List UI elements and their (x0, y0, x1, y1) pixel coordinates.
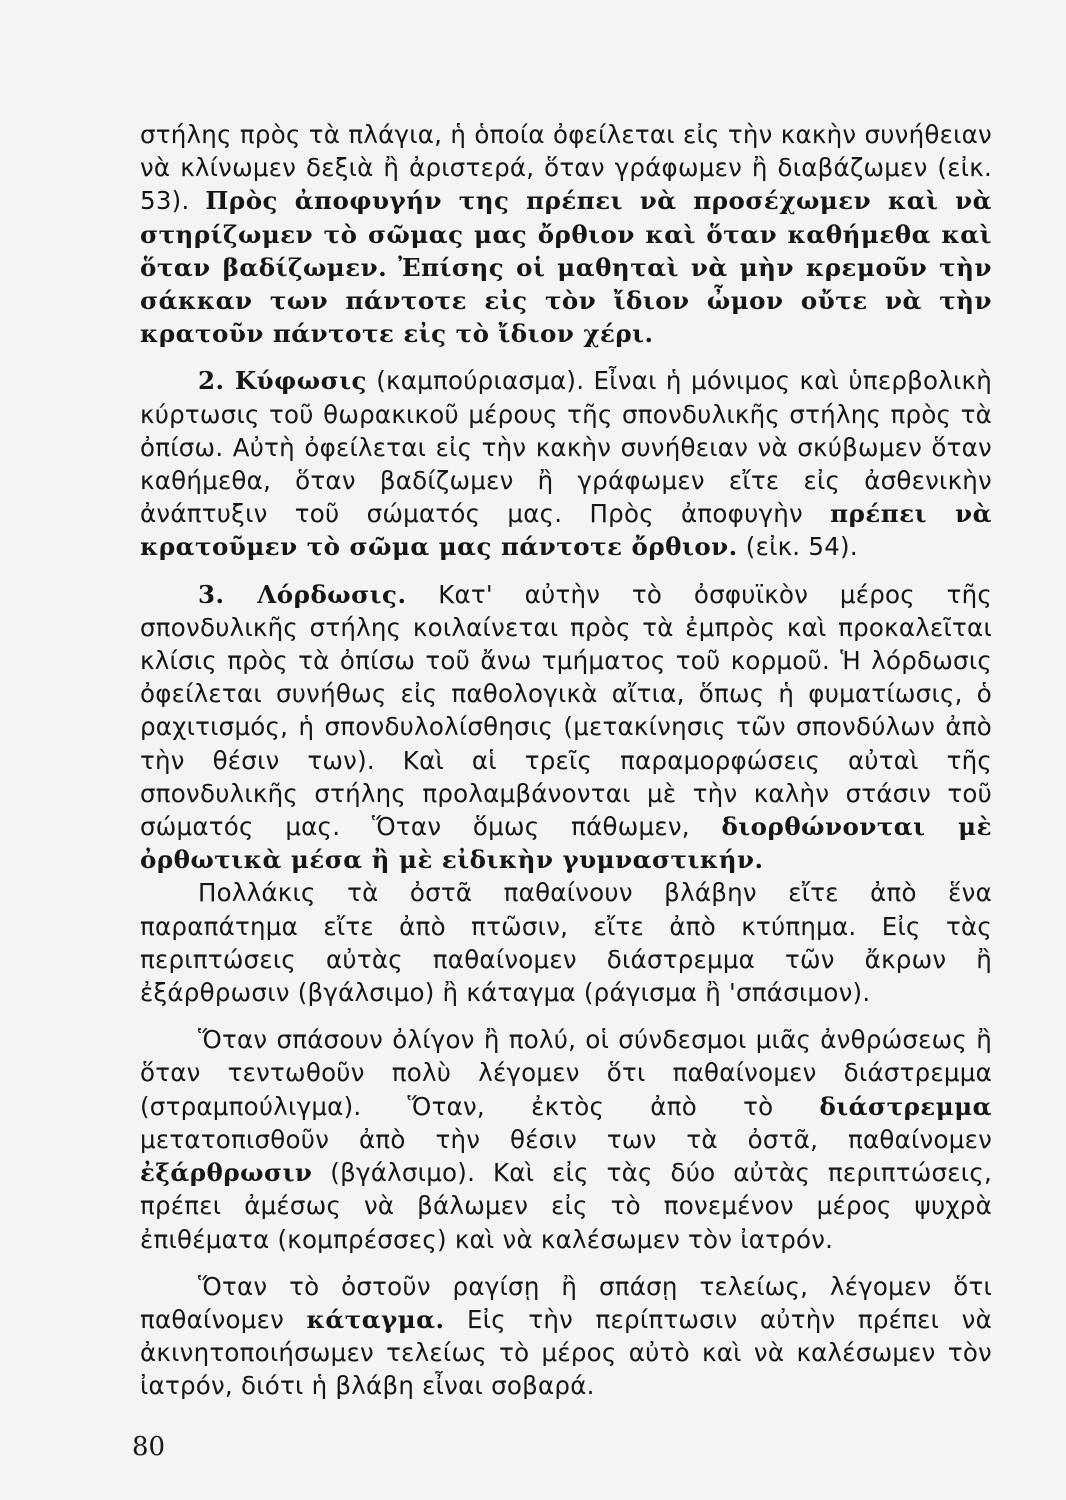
figure-reference: (εἰκ. 54). (745, 532, 858, 562)
paragraph-bone-injuries (140, 876, 992, 1009)
section-heading-lordosis: 3. Λόρδωσις. (198, 579, 407, 609)
bold-run: πρέπει νὰ κρατοῦμεν τὸ σῶμα μας πάντοτε ὄρθιον. (140, 499, 993, 562)
paragraph-kyphosis (140, 364, 992, 563)
text-run: Κατ' αὐτὴν τὸ ὀσφυϊκὸν μέρος τῆς σπονδυλικῆς στήλης κοιλαίνεται πρὸς τὰ ἐμπρὸς καὶ προκαλεῖται κλίσις πρὸς τὰ ὀπίσω τοῦ ἄνω τμήματος τοῦ κορμοῦ. Ἡ λόρδωσις ὀφείλεται συνήθως εἰς παθολογικὰ αἴτια, ὅπως ἡ φυματίωσις, ὁ ραχιτισμός, ἡ σπονδυλολίσθησις (μετακίνησις τῶν σπονδύλων ἀπὸ τὴν θέσιν των). Καὶ αἱ τρεῖς παραμορφώσεις αὐταὶ τῆς σπονδυλικῆς στήλης προλαμβάνονται μὲ τὴν καλὴν στάσιν τοῦ σώματός μας. Ὅταν ὅμως πάθωμεν, (140, 579, 992, 842)
text-run: (καμπούριασμα). Εἶναι ἡ μόνιμος καὶ ὑπερβολικὴ κύρτωσις τοῦ θωρακικοῦ μέρους τῆς σπονδυλικῆς στήλης πρὸς τὰ ὀπίσω. Αὐτὴ ὀφείλεται εἰς τὴν κακὴν συνήθειαν νὰ σκύβωμεν ὅταν καθήμεθα, ὅταν βαδίζωμεν ἢ γράφωμεν εἴτε εἰς ἀσθενικὴν ἀνάπτυξιν τοῦ σώματός μας. Πρὸς ἀποφυγὴν (140, 366, 993, 529)
text-run: στήλης πρὸς τὰ πλάγια, ἡ ὁποία ὀφείλεται εἰς τὴν κακὴν συνήθειαν νὰ κλίνωμεν δεξιὰ ἢ ἀριστερά, ὅταν γράφωμεν ἢ διαβάζωμεν (εἰκ. 53). (140, 120, 992, 216)
bold-run: ἐξάρθρωσιν (140, 1158, 313, 1188)
bold-run: κάταγμα. (306, 1304, 445, 1334)
text-run: Ὅταν τὸ ὀστοῦν ραγίσῃ ἢ σπάσῃ τελείως, λέγομεν ὅτι παθαίνομεν (140, 1271, 992, 1334)
bold-run: διορθώνονται μὲ ὀρθωτικὰ μέσα ἢ μὲ εἰδικὴν γυμναστικήν. (140, 812, 993, 875)
paragraph-fracture (140, 1270, 992, 1403)
bold-run: Πρὸς ἀποφυγήν της πρέπει νὰ προσέχωμεν καὶ νὰ στηρίζωμεν τὸ σῶμας μας ὄρθιον καὶ ὅταν καθήμεθα καὶ ὅταν βαδίζωμεν. (140, 186, 992, 282)
paragraph-lordosis (140, 578, 992, 877)
page-number: 80 (132, 1432, 166, 1462)
paragraph-scoliosis-end (140, 118, 992, 350)
paragraph-sprain (140, 1023, 992, 1255)
text-run: Εἰς τὴν περίπτωσιν αὐτὴν πρέπει νὰ ἀκινητοποιήσωμεν τελείως τὸ μέρος αὐτὸ καὶ νὰ καλέσωμεν τὸν ἰατρόν, διότι ἡ βλάβη εἶναι σοβαρά. (140, 1304, 992, 1401)
section-heading-kyphosis: 2. Κύφωσις (198, 366, 367, 396)
body-text (140, 118, 992, 1403)
bold-run: Ἐπίσης οἱ μαθηταὶ νὰ μὴν κρεμοῦν τὴν σάκκαν των πάντοτε εἰς τὸν ἴδιον ὦμον οὔτε νὰ τὴν κρατοῦν πάντοτε εἰς τὸ ἴδιον χέρι. (140, 252, 992, 349)
text-run: Πολλάκις τὰ ὀστᾶ παθαίνουν βλάβην εἴτε ἀπὸ ἕνα παραπάτημα εἴτε ἀπὸ πτῶσιν, εἴτε ἀπὸ κτύπημα. Εἰς τὰς περιπτώσεις αὐτὰς παθαίνομεν διάστρεμμα τῶν ἄκρων ἢ ἐξάρθρωσιν (βγάλσιμο) ἢ κάταγμα (ράγισμα ἢ 'σπάσιμον). (140, 878, 992, 1008)
text-run: μετατοπισθοῦν ἀπὸ τὴν θέσιν των τὰ ὀστᾶ, παθαίνομεν (140, 1124, 992, 1154)
bold-run: διάστρεμμα (819, 1091, 992, 1121)
text-run: (βγάλσιμο). Καὶ εἰς τὰς δύο αὐτὰς περιπτώσεις, πρέπει ἀμέσως νὰ βάλωμεν εἰς τὸ πονεμένον μέρος ψυχρὰ ἐπιθέματα (κομπρέσσες) καὶ νὰ καλέσωμεν τὸν ἰατρόν. (140, 1158, 992, 1254)
text-run: Ὅταν σπάσουν ὀλίγον ἢ πολύ, οἱ σύνδεσμοι μιᾶς ἀνθρώσεως ἢ ὅταν τεντωθοῦν πολὺ λέγομεν ὅτι παθαίνομεν διάστρεμμα (στραμπούλιγμα). Ὅταν, ἐκτὸς ἀπὸ τὸ (140, 1025, 992, 1121)
